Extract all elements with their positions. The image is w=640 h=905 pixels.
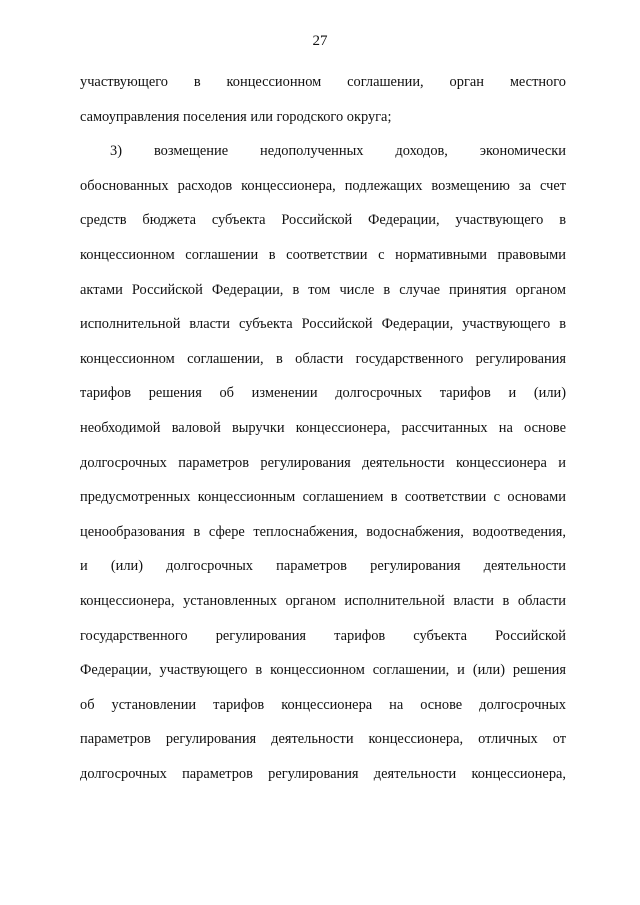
text-line: и (или) долгосрочных параметров регулирования деятельности: [80, 558, 566, 575]
text-line: об установлении тарифов концессионера на основе долгосрочных: [80, 696, 566, 713]
text-line: Федерации, участвующего в концессионном соглашении, и (или) решения: [80, 662, 566, 679]
body-text: [80, 68, 566, 794]
text-line: участвующего в концессионном соглашении, орган местного: [80, 74, 566, 90]
text-line: тарифов решения об изменении долгосрочных тарифов и (или): [80, 385, 566, 402]
text-line: параметров регулирования деятельности концессионера, отличных от: [80, 731, 566, 748]
text-line: исполнительной власти субъекта Российской Федерации, участвующего в: [80, 316, 566, 333]
text-line: долгосрочных параметров регулирования деятельности концессионера и: [80, 454, 566, 471]
text-line: средств бюджета субъекта Российской Федерации, участвующего в: [80, 212, 566, 229]
text-line: концессионера, установленных органом исполнительной власти в области: [80, 592, 566, 609]
text-line: самоуправления поселения или городского округа;: [80, 108, 392, 125]
text-line: ценообразования в сфере теплоснабжения, водоснабжения, водоотведения,: [80, 523, 566, 540]
text-line: необходимой валовой выручки концессионера, рассчитанных на основе: [80, 419, 566, 436]
text-line: концессионном соглашении в соответствии с нормативными правовыми: [80, 246, 566, 263]
text-line: предусмотренных концессионным соглашением в соответствии с основами: [80, 489, 566, 506]
page-number: 27: [312, 33, 328, 49]
text-line: обоснованных расходов концессионера, подлежащих возмещению за счет: [80, 177, 566, 194]
text-line: концессионном соглашении, в области государственного регулирования: [80, 350, 566, 367]
list-item-3-start: 3) возмещение недополученных доходов, экономически: [110, 143, 566, 160]
text-line: актами Российской Федерации, в том числе в случае принятия органом: [80, 281, 566, 298]
text-line: долгосрочных параметров регулирования деятельности концессионера,: [80, 765, 566, 782]
text-line: государственного регулирования тарифов субъекта Российской: [80, 627, 566, 644]
